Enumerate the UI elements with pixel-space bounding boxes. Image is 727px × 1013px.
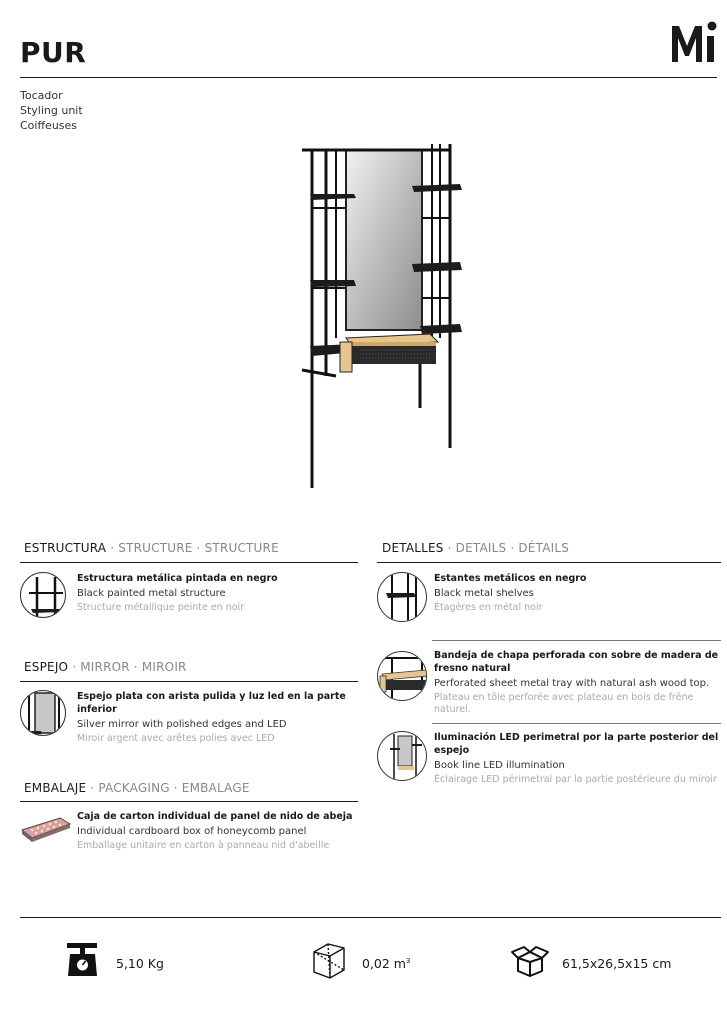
- item-text-en: Book line LED illumination: [434, 760, 565, 771]
- list-item-tray: [377, 649, 721, 721]
- spec-volume: [310, 940, 510, 980]
- dimensions-value: 61,5x26,5x15 cm: [562, 956, 672, 971]
- section-divider: [20, 801, 358, 802]
- item-text-fr: Plateau en tôle perforée avec plateau en bois de frêne naturel.: [434, 692, 694, 715]
- volume-number: 0,02 m: [362, 956, 406, 971]
- item-text-fr: Structure métallique peinte en noir: [77, 602, 245, 613]
- heading-main: ESTRUCTURA: [24, 541, 107, 555]
- section-heading-espejo: [24, 660, 187, 674]
- list-item-shelves: [377, 572, 721, 624]
- item-text-en: Black painted metal structure: [77, 588, 226, 599]
- item-text-es: Caja de carton individual de panel de nido de abeja: [77, 811, 353, 822]
- tray-thumbnail-icon: [377, 651, 427, 701]
- section-divider: [20, 562, 358, 563]
- subtitle-fr: Coiffeuses: [20, 119, 78, 132]
- item-text-en: Perforated sheet metal tray with natural ash wood top.: [434, 678, 710, 689]
- heading-translations: · STRUCTURE · STRUCTURE: [106, 541, 279, 555]
- led-thumbnail-icon: [377, 731, 427, 781]
- item-text-fr: Miroir argent avec arêtes polies avec LED: [77, 733, 275, 744]
- heading-translations: · PACKAGING · EMBALAGE: [86, 781, 250, 795]
- item-text-es: Iluminación LED perimetral por la parte posterior del espejo: [434, 732, 719, 756]
- item-text-es: Espejo plata con arista pulida y luz led en la parte inferior: [77, 691, 346, 715]
- item-divider: [432, 723, 721, 724]
- section-divider: [20, 681, 358, 682]
- volume-unit-exponent: 3: [405, 956, 411, 965]
- mirror-thumbnail-icon: [20, 690, 66, 736]
- page-title: PUR: [20, 36, 87, 69]
- volume-value: [362, 956, 410, 971]
- item-text-fr: Étagères en métal noir: [434, 602, 543, 613]
- honeycomb-panel-icon: [20, 816, 72, 844]
- list-item-led: [377, 731, 721, 783]
- brand-logo: [670, 18, 718, 66]
- spec-dimensions: [510, 940, 710, 980]
- section-divider: [377, 562, 721, 563]
- section-heading-embalaje: [24, 781, 250, 795]
- open-box-icon: [510, 940, 550, 980]
- shelves-thumbnail-icon: [377, 572, 427, 622]
- item-text-en: Black metal shelves: [434, 588, 534, 599]
- item-text-es: Bandeja de chapa perforada con sobre de madera de fresno natural: [434, 650, 719, 674]
- scale-weight-icon: [64, 940, 104, 980]
- heading-main: ESPEJO: [24, 660, 69, 674]
- product-type-labels: [20, 88, 83, 133]
- item-text-es: Estantes metálicos en negro: [434, 573, 587, 584]
- item-text-en: Individual cardboard box of honeycomb panel: [77, 826, 307, 837]
- item-text-es: Estructura metálica pintada en negro: [77, 573, 278, 584]
- subtitle-en: Styling unit: [20, 104, 83, 117]
- product-image: [290, 138, 470, 493]
- header-divider: [20, 77, 717, 78]
- list-item-structure: [20, 572, 358, 622]
- structure-thumbnail-icon: [20, 572, 66, 618]
- spec-weight: [64, 940, 264, 980]
- heading-translations: · DETAILS · DÉTAILS: [443, 541, 570, 555]
- heading-translations: · MIRROR · MIROIR: [68, 660, 187, 674]
- cube-volume-icon: [310, 940, 350, 980]
- item-text-en: Silver mirror with polished edges and LED: [77, 719, 287, 730]
- heading-main: DETALLES: [382, 541, 444, 555]
- item-divider: [432, 640, 721, 641]
- list-item-packaging: [20, 810, 358, 860]
- section-heading-estructura: [24, 541, 279, 555]
- item-text-fr: Éclairage LED périmetral par la partie postérieure du miroir: [434, 774, 717, 785]
- footer-divider: [20, 917, 721, 918]
- heading-main: EMBALAJE: [24, 781, 87, 795]
- item-text-fr: Emballage unitaire en carton à panneau nid d'abeille: [77, 840, 330, 851]
- section-heading-detalles: [382, 541, 569, 555]
- subtitle-es: Tocador: [20, 89, 63, 102]
- weight-value: 5,10 Kg: [116, 956, 164, 971]
- list-item-mirror: [20, 690, 358, 744]
